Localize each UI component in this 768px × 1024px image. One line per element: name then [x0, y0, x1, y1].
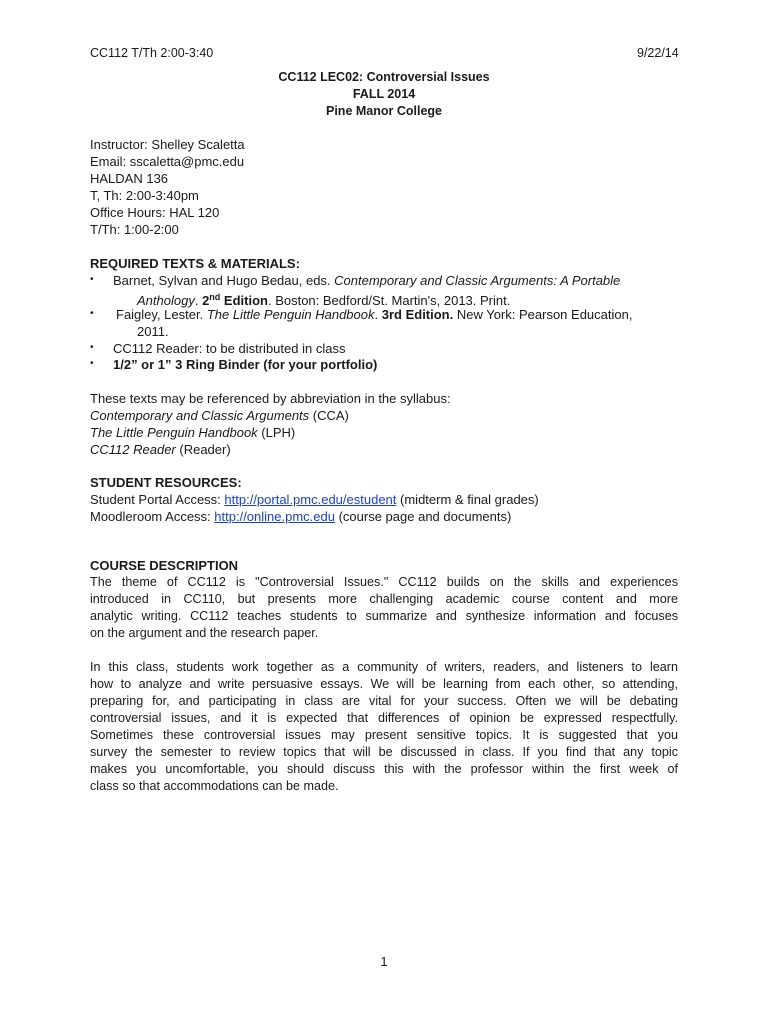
description-heading: COURSE DESCRIPTION [90, 558, 239, 573]
header-date: 9/22/14 [637, 46, 679, 60]
portal-link[interactable]: http://portal.pmc.edu/estudent [224, 492, 397, 507]
office-hours-time: T/Th: 1:00-2:00 [90, 222, 179, 237]
paragraph-line: preparing for, and participating in class are vital for your success. Often we will be debating [90, 694, 678, 708]
paragraph-line: controversial issues, and it is expected that differences of opinion be expressed respectfully. [90, 711, 678, 725]
course-title: CC112 LEC02: Controversial Issues [278, 70, 490, 84]
paragraph-line: makes you uncomfortable, you should discuss this with the professor within the first week of [90, 762, 678, 776]
paragraph-line: Sometimes these controversial issues may present sensitive topics. It is suggested that you [90, 728, 678, 742]
paragraph-line: introduced in CC110, but presents more challenging academic course content and more [90, 592, 678, 606]
paragraph-line: survey the semester to review topics that will be discussed in class. If you find that any topic [90, 745, 678, 759]
paragraph-line: how to analyze and write persuasive essays. We will be learning from each other, so attending, [90, 677, 678, 691]
abbrev-cca: Contemporary and Classic Arguments (CCA) [90, 408, 349, 423]
materials-heading: REQUIRED TEXTS & MATERIALS: [90, 256, 300, 271]
paragraph-line: The theme of CC112 is "Controversial Issues." CC112 builds on the skills and experiences [90, 575, 678, 589]
page-number: 1 [380, 954, 388, 969]
material-item-3: CC112 Reader: to be distributed in class [113, 341, 346, 356]
bullet-icon: • [90, 274, 94, 285]
course-title-block [0, 69, 768, 120]
description-paragraph-2 [90, 659, 678, 795]
abbreviations [90, 390, 678, 458]
paragraph-line: analytic writing. CC112 teaches students to summarize and synthesize information and focuses [90, 609, 678, 623]
student-resources [90, 474, 678, 525]
paragraph-line: class so that accommodations can be made. [90, 779, 339, 793]
abbrev-intro: These texts may be referenced by abbreviation in the syllabus: [90, 391, 451, 406]
bullet-icon: • [90, 308, 94, 319]
material-item-4: 1/2” or 1” 3 Ring Binder (for your portfolio) [113, 357, 378, 372]
class-time: T, Th: 2:00-3:40pm [90, 188, 199, 203]
abbrev-reader: CC112 Reader (Reader) [90, 442, 231, 457]
moodle-link[interactable]: http://online.pmc.edu [214, 509, 335, 524]
instructor-name: Instructor: Shelley Scaletta [90, 137, 245, 152]
moodle-access: Moodleroom Access: http://online.pmc.edu (course page and documents) [90, 509, 512, 524]
header-course-time: CC112 T/Th 2:00-3:40 [90, 46, 214, 60]
material-item-1: Barnet, Sylvan and Hugo Bedau, eds. Contemporary and Classic Arguments: A Portable [113, 273, 621, 288]
description-paragraph-1 [90, 574, 678, 642]
course-term: FALL 2014 [352, 87, 416, 101]
portal-access: Student Portal Access: http://portal.pmc.edu/estudent (midterm & final grades) [90, 492, 539, 507]
class-room: HALDAN 136 [90, 171, 169, 186]
office-hours: Office Hours: HAL 120 [90, 205, 220, 220]
resources-heading: STUDENT RESOURCES: [90, 475, 242, 490]
bullet-icon: • [90, 342, 94, 353]
material-item-1-cont: Anthology. 2nd Edition. Boston: Bedford/St. Martin's, 2013. Print. [137, 292, 511, 308]
abbrev-lph: The Little Penguin Handbook (LPH) [90, 425, 296, 440]
paragraph-line: In this class, students work together as a community of writers, readers, and listeners to learn [90, 660, 678, 674]
instructor-email: Email: sscaletta@pmc.edu [90, 154, 245, 169]
paragraph-line: on the argument and the research paper. [90, 626, 319, 640]
material-item-2-cont: 2011. [137, 324, 169, 339]
bullet-icon: • [90, 358, 94, 369]
material-item-2: Faigley, Lester. The Little Penguin Handbook. 3rd Edition. New York: Pearson Education, [116, 307, 633, 322]
instructor-info [90, 136, 678, 238]
college-name: Pine Manor College [326, 104, 442, 118]
